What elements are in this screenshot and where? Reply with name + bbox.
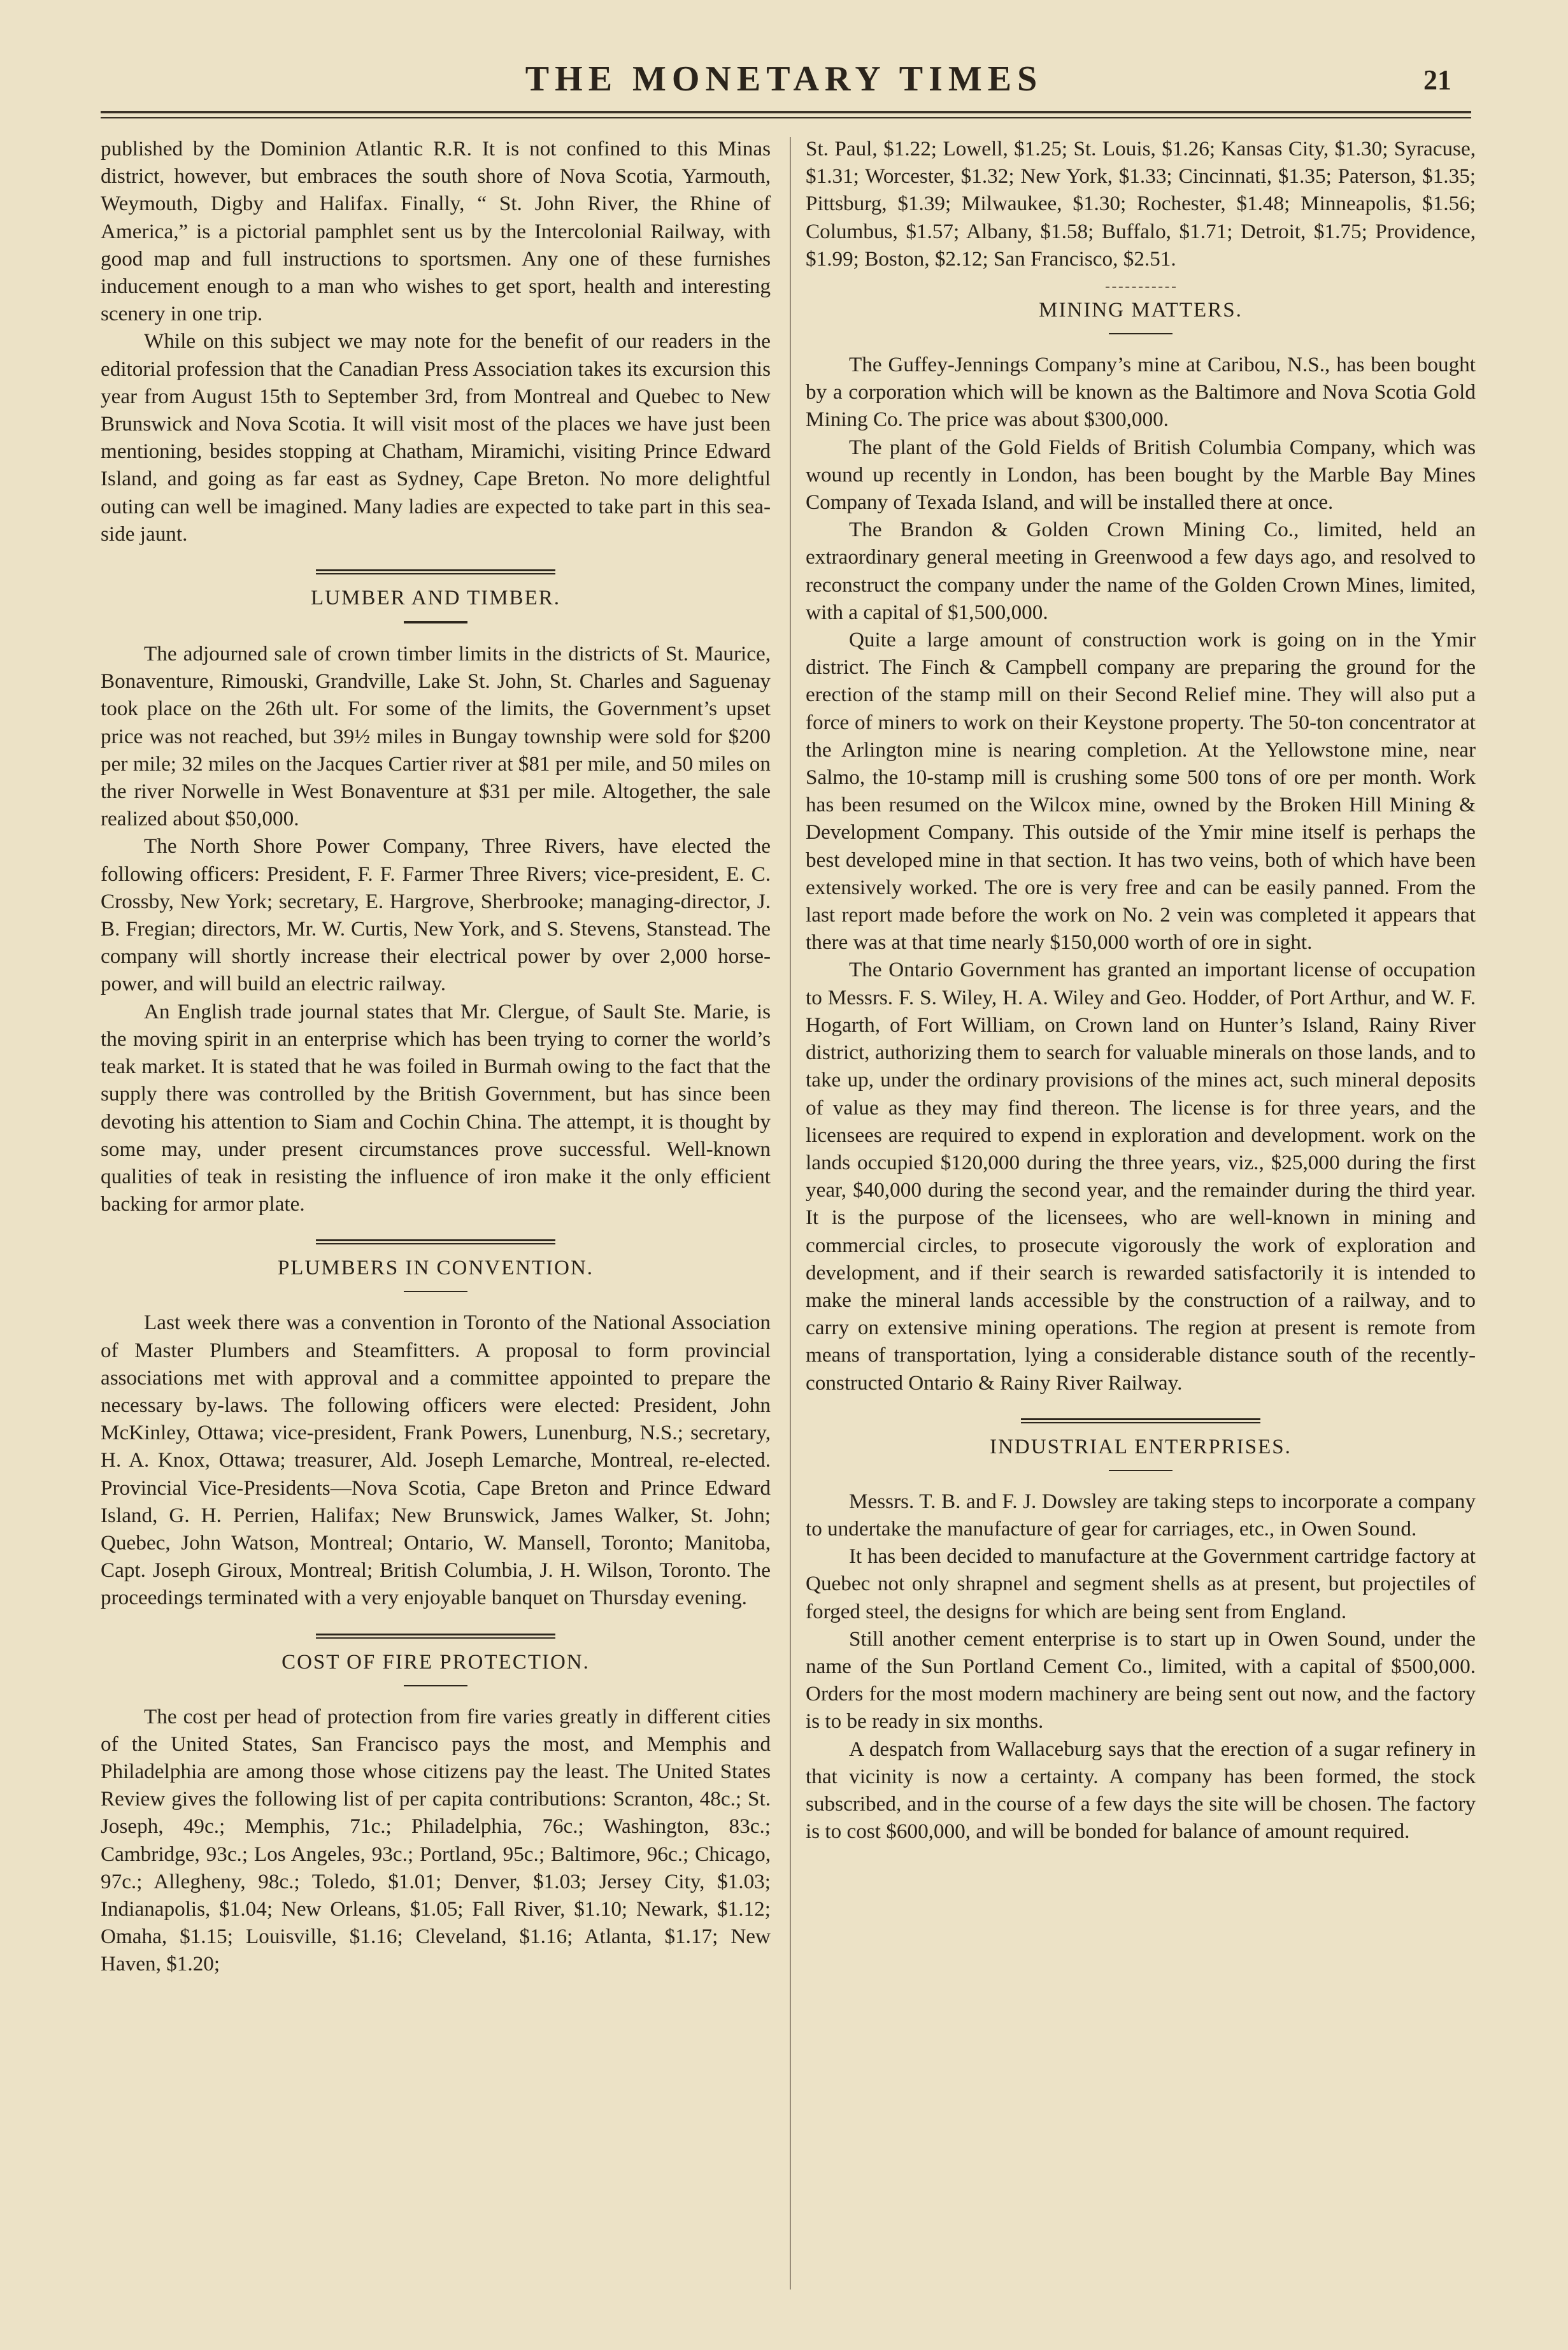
heading-underline (1109, 333, 1172, 334)
section-rule (316, 1239, 555, 1244)
heading-underline (1109, 1470, 1172, 1471)
heading-underline (404, 621, 467, 623)
masthead-title: THE MONETARY TIMES (525, 59, 1043, 99)
section-heading-fire: COST OF FIRE PROTECTION. (282, 1650, 590, 1674)
page-number: 21 (1423, 64, 1451, 96)
section-heading-mining: MINING MATTERS. (1039, 299, 1243, 322)
left-column (101, 135, 771, 1978)
article-paragraph: The Brandon & Golden Crown Mining Co., limited, held an extraordinary general meeting in Greenwood a few days ago, and resolved to reconstruct the company under the name of the Golden Crown Mines, limited, with a capital of $1,500,000. (806, 518, 1476, 624)
article-paragraph: The adjourned sale of crown timber limits in the districts of St. Maurice, Bonaventure, Rimouski, Grandville, Lake St. John, St. Charles and Saguenay took place on the 26th ult. For some of the limits, the Government’s upset price was not reached, but 39½ miles in Bungay township were sold for $200 per mile; 32 miles on the Jacques Cartier river at $81 per mile, and 50 miles on the river Norwelle in West Bonaventure at $31 per mile. Altogether, the sale realized about $50,000. (101, 642, 771, 831)
section-rule (1021, 1418, 1260, 1423)
section-separator (1106, 287, 1176, 288)
header-double-rule (101, 111, 1471, 118)
article-paragraph: It has been decided to manufacture at the Government cartridge factory at Quebec not only shrapnel and segment shells as at present, but projectiles of forged steel, the designs for which are being sent from England. (806, 1544, 1476, 1623)
section-heading-plumbers: PLUMBERS IN CONVENTION. (277, 1257, 594, 1280)
intro-paragraph: While on this subject we may note for the benefit of our readers in the editorial profession that the Canadian Press Association takes its excursion this year from August 15th to September 3rd, from Montreal and Quebec to New Brunswick and Nova Scotia. It will visit most of the places we have just been mentioning, besides stopping at Chatham, Miramichi, visiting Prince Edward Island, and going as far east as Sydney, Cape Breton. No more delightful outing can well be imagined. Many ladies are expected to take part in this sea-side jaunt. (101, 329, 771, 546)
article-paragraph: The Ontario Government has granted an important license of occupation to Messrs. F. S. Wiley, H. A. Wiley and Geo. Hodder, of Port Arthur, and W. F. Hogarth, of Fort William, on Crown land on Hunter’s Island, Rainy River district, authorizing them to search for valuable minerals on those lands, and to take up, under the ordinary provisions of the mines act, such mineral deposits of value as they may find thereon. The license is for three years, and the licensees are required to expend in exploration and development. work on the lands occupied $120,000 during the three years, viz., $25,000 during the first year, $40,000 during the second year, and the remainder during the third year. It is the purpose of the licensees, who are well-known in mining and commercial circles, to prosecute vigorously the work of exploration and development, and if their search is rewarded satisfactorily it is intended to make the mineral lands accessible by the construction of a railway, and to carry on extensive mining operations. The region at present is remote from means of transportation, lying a considerable distance south of the recently-constructed Ontario & Rainy River Railway. (806, 958, 1476, 1395)
continued-paragraph: St. Paul, $1.22; Lowell, $1.25; St. Louis, $1.26; Kansas City, $1.30; Syracuse, $1.31; Worcester, $1.32; New York, $1.33; Cincinnati, $1.35; Paterson, $1.35; Pittsburg, $1.39; Milwaukee, $1.30; Rochester, $1.48; Minneapolis, $1.56; Columbus, $1.57; Albany, $1.58; Buffalo, $1.71; Detroit, $1.75; Providence, $1.99; Boston, $2.12; San Francisco, $2.51. (806, 137, 1476, 271)
article-paragraph: The Guffey-Jennings Company’s mine at Caribou, N.S., has been bought by a corporation which will be known as the Baltimore and Nova Scotia Gold Mining Co. The price was about $300,000. (806, 353, 1476, 432)
section-heading-industrial: INDUSTRIAL ENTERPRISES. (990, 1435, 1292, 1458)
right-column (806, 135, 1476, 1845)
article-paragraph: Still another cement enterprise is to start up in Owen Sound, under the name of the Sun Portland Cement Co., limited, with a capital of $500,000. Orders for the most modern machinery are being sent out now, and the factory is to be ready in six months. (806, 1627, 1476, 1734)
section-rule (316, 1634, 555, 1639)
heading-underline (404, 1291, 467, 1292)
column-divider (790, 137, 791, 2289)
section-heading-lumber: LUMBER AND TIMBER. (310, 587, 560, 610)
article-paragraph: The North Shore Power Company, Three Rivers, have elected the following officers: President, F. F. Farmer Three Rivers; vice-president, E. C. Crossby, New York; secretary, E. Hargrove, Sherbrooke; managing-director, J. B. Fregian; directors, Mr. W. Curtis, New York, and S. Stevens, Stanstead. The company will shortly increase their electrical power by over 2,000 horse-power, and will build an electric railway. (101, 834, 771, 996)
article-paragraph: The cost per head of protection from fire varies greatly in different cities of the United States, San Francisco pays the most, and Memphis and Philadelphia are among those whose citizens pay the least. The United States Review gives the following list of per capita contributions: Scranton, 48c.; St. Joseph, 49c.; Memphis, 71c.; Philadelphia, 76c.; Washington, 83c.; Cambridge, 93c.; Los Angeles, 93c.; Portland, 95c.; Baltimore, 96c.; Chicago, 97c.; Allegheny, 98c.; Toledo, $1.01; Denver, $1.03; Jersey City, $1.03; Indianapolis, $1.04; New Orleans, $1.05; Fall River, $1.10; Newark, $1.12; Omaha, $1.15; Louisville, $1.16; Cleveland, $1.16; Atlanta, $1.17; New Haven, $1.20; (101, 1704, 771, 1976)
article-paragraph: An English trade journal states that Mr. Clergue, of Sault Ste. Marie, is the moving spirit in an enterprise which has been trying to corner the world’s teak market. It is stated that he was foiled in Burmah owing to the fact that the supply there was controlled by the British Government, but has since been devoting his attention to Siam and Cochin China. The attempt, it is thought by some may, under present circumstances prove successful. Well-known qualities of teak in resisting the influence of iron make it the only efficient backing for armor plate. (101, 999, 771, 1216)
intro-paragraph: published by the Dominion Atlantic R.R. It is not confined to this Minas district, however, but embraces the south shore of Nova Scotia, Yarmouth, Weymouth, Digby and Halifax. Finally, “ St. John River, the Rhine of America,” is a pictorial pamphlet sent us by the Intercolonial Railway, with good map and full instructions to sportsmen. Any one of these furnishes inducement enough to a man who wishes to get sport, health and interesting scenery in one trip. (101, 137, 771, 326)
article-paragraph: The plant of the Gold Fields of British Columbia Company, which was wound up recently in London, has been bought by the Marble Bay Mines Company of Texada Island, and will be installed there at once. (806, 435, 1476, 515)
article-paragraph: Last week there was a convention in Toronto of the National Association of Master Plumbers and Steamfitters. A proposal to form provincial associations met with approval and a committee appointed to prepare the necessary by-laws. The following officers were elected: President, John McKinley, Ottawa; vice-president, Frank Powers, Lunenburg, N.S.; secretary, H. A. Knox, Ottawa; treasurer, Ald. Joseph Lemarche, Montreal, re-elected. Provincial Vice-Presidents—Nova Scotia, Cape Breton and Prince Edward Island, G. H. Perrien, Halifax; New Brunswick, James Walker, St. John; Quebec, John Watson, Montreal; Ontario, W. Mansell, Toronto; Manitoba, Capt. Joseph Giroux, Montreal; British Columbia, J. H. Wilson, Toronto. The proceedings terminated with a very enjoyable banquet on Thursday evening. (101, 1311, 771, 1610)
article-paragraph: Quite a large amount of construction work is going on in the Ymir district. The Finch & Campbell company are preparing the ground for the erection of the stamp mill on their Second Relief mine. They will also put a force of miners to work on their Keystone property. The 50-ton concentrator at the Arlington mine is nearing completion. At the Yellowstone mine, near Salmo, the 10-stamp mill is crushing some 500 tons of ore per month. Work has been resumed on the Wilcox mine, owned by the Broken Hill Mining & Development Company. This outside of the Ymir mine itself is perhaps the best developed mine in that section. It has two veins, both of which have been extensively worked. The ore is very free and can be easily panned. From the last report made before the work on No. 2 vein was completed it appears that there was at that time nearly $150,000 worth of ore in sight. (806, 628, 1476, 955)
section-rule (316, 569, 555, 574)
article-paragraph: Messrs. T. B. and F. J. Dowsley are taking steps to incorporate a company to undertake the manufacture of gear for carriages, etc., in Owen Sound. (806, 1489, 1476, 1541)
article-paragraph: A despatch from Wallaceburg says that the erection of a sugar refinery in that vicinity is now a certainty. A company has been formed, the stock subscribed, and in the course of a few days the site will be chosen. The factory is to cost $600,000, and will be bonded for balance of amount required. (806, 1737, 1476, 1844)
heading-underline (404, 1685, 467, 1686)
